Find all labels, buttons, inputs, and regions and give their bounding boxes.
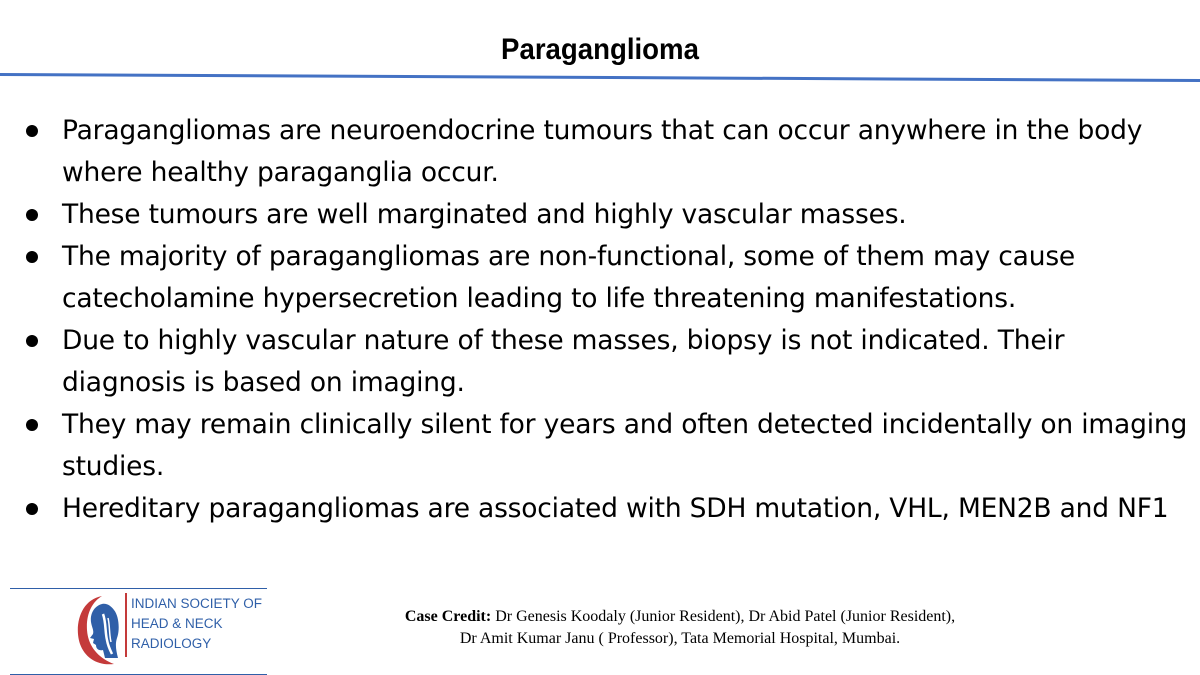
credit-names-2: Dr Amit Kumar Janu ( Professor), Tata Memorial Hospital, Mumbai. [459, 630, 901, 647]
logo-line: RADIOLOGY [131, 636, 212, 651]
bullet-dot-icon [26, 251, 38, 263]
logo-line: HEAD & NECK [131, 616, 223, 631]
bullet-item [24, 194, 1192, 236]
bullet-text: These tumours are well marginated and highly vascular masses. [62, 199, 907, 230]
bullet-item [24, 110, 1192, 194]
bullet-dot-icon [26, 125, 38, 137]
slide-title: Paraganglioma [501, 33, 699, 66]
bullet-item [24, 488, 1192, 530]
bullet-item [24, 320, 1192, 404]
bullet-dot-icon [26, 209, 38, 221]
slide-footer [0, 580, 1200, 675]
bullet-text: The majority of paragangliomas are non-functional, some of them may cause catecholamine hypersecretion leading to life threatening manifestations. [62, 241, 1076, 314]
logo-divider [125, 593, 127, 657]
bullet-dot-icon [26, 503, 38, 515]
bullet-dot-icon [26, 335, 38, 347]
credit-names-1: Dr Genesis Koodaly (Junior Resident), Dr Abid Patel (Junior Resident), [491, 608, 956, 625]
logo-line: INDIAN SOCIETY OF [131, 596, 263, 611]
bullet-item [24, 404, 1192, 488]
logo-wordmark [131, 594, 262, 654]
bullet-dot-icon [26, 419, 38, 431]
bullet-text: Hereditary paragangliomas are associated with SDH mutation, VHL, MEN2B and NF1 [62, 493, 1169, 524]
bullet-list [24, 110, 1192, 530]
bullet-text: Due to highly vascular nature of these masses, biopsy is not indicated. Their diagnosis is based on imaging. [62, 325, 1065, 398]
bullet-text: Paragangliomas are neuroendocrine tumours that can occur anywhere in the body where healthy paraganglia occur. [62, 115, 1143, 188]
credit-line-1 [320, 606, 1040, 628]
bullet-text: They may remain clinically silent for years and often detected incidentally on imaging studies. [62, 409, 1188, 482]
case-credit [320, 606, 1040, 650]
bullet-item [24, 236, 1192, 320]
title-divider [0, 69, 1200, 83]
credit-label: Case Credit: [404, 608, 492, 625]
head-neck-silhouette-icon [72, 592, 126, 668]
footer-top-rule [10, 588, 267, 589]
